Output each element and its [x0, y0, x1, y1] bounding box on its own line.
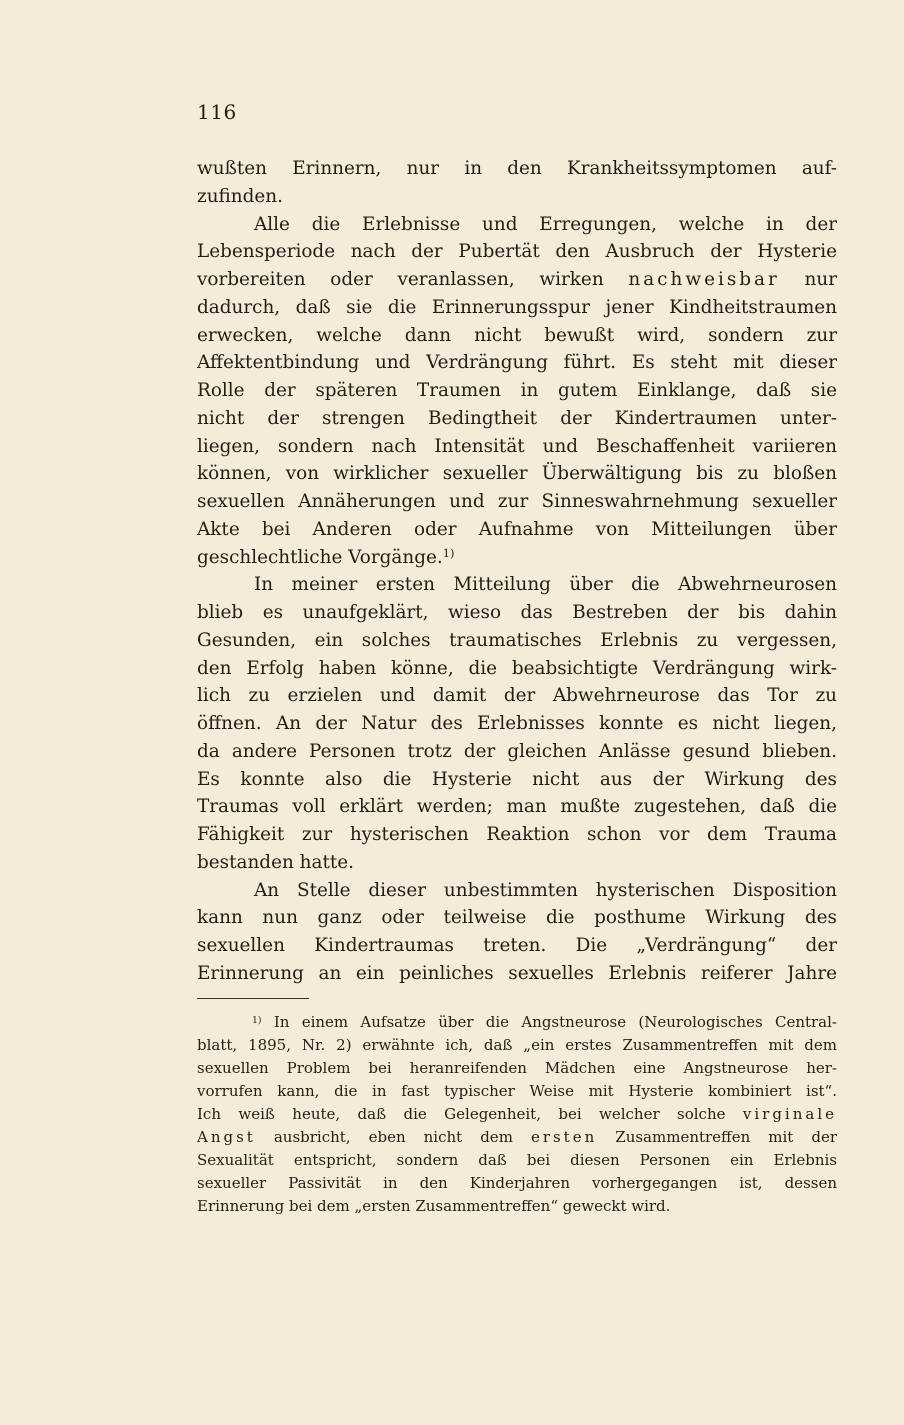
text-line: In meiner ersten Mitteilung über die Abwehrneurosen	[254, 574, 837, 596]
text-line: Lebensperiode nach der Pubertät den Ausbruch der Hysterie	[197, 241, 837, 263]
footnote-line: $^{1)}$ In einem Aufsatze über die Angstneurose (Neurologisches Central-	[252, 1013, 837, 1031]
text-line: da andere Personen trotz der gleichen Anlässe gesund blieben.	[197, 740, 837, 762]
text-line: sexuellen Kindertraumas treten. Die „Verdrängung“ der	[197, 935, 837, 956]
footnote-line: Ich weiß heute, daß die Gelegenheit, bei welcher solche virginale	[197, 1105, 837, 1123]
footnote-line: vorrufen kann, die in fast typischer Weise mit Hysterie kombiniert ist“.	[197, 1082, 837, 1100]
text-line: liegen, sondern nach Intensität und Beschaffenheit variieren	[197, 435, 837, 457]
text-line: kann nun ganz oder teilweise die posthume Wirkung des	[197, 907, 837, 929]
text-line: Affektentbindung und Verdrängung führt. Es steht mit dieser	[197, 352, 837, 374]
footnote-divider	[197, 998, 309, 999]
text-line: geschlechtliche Vorgänge.$^{1)}$	[197, 546, 455, 568]
footnote-marker: 1)	[252, 1014, 262, 1026]
footnote-line: Angst ausbricht, eben nicht dem ersten Zusammentreffen mit der	[197, 1128, 837, 1146]
text-line: Alle die Erlebnisse und Erregungen, welche in der	[254, 213, 837, 235]
text-line: blieb es unaufgeklärt, wieso das Bestreben der bis dahin	[197, 602, 837, 623]
text-line: Erinnerung an ein peinliches sexuelles Erlebnis reiferer Jahre	[197, 962, 837, 984]
main-text	[197, 155, 837, 988]
emphasized-word: Angst	[197, 1128, 256, 1146]
emphasized-word: nachweisbar	[628, 269, 780, 290]
text-line: Es konnte also die Hysterie nicht aus der Wirkung des	[197, 768, 837, 790]
footnote-line: Sexualität entspricht, sondern daß bei diesen Personen ein Erlebnis	[197, 1151, 837, 1169]
footnote-line: Erinnerung bei dem „ersten Zusammentreffen“ geweckt wird.	[197, 1197, 671, 1215]
footnote-line: sexuellen Problem bei heranreifenden Mädchen eine Angstneurose her-	[197, 1059, 837, 1077]
footnote-line: sexueller Passivität in den Kinderjahren vorhergegangen ist, dessen	[197, 1174, 837, 1192]
text-line: vorbereiten oder veranlassen, wirken nachweisbar nur	[197, 269, 837, 290]
text-line: An Stelle dieser unbestimmten hysterischen Disposition	[254, 879, 837, 901]
emphasized-word: virginale	[742, 1105, 837, 1123]
footnote-line: blatt, 1895, Nr. 2) erwähnte ich, daß „ein erstes Zusammentreffen mit dem	[197, 1036, 837, 1054]
text-line: bestanden hatte.	[197, 851, 354, 873]
page-number: 116	[197, 100, 237, 124]
footnote	[197, 1011, 837, 1218]
text-line: sexuellen Annäherungen und zur Sinneswahrnehmung sexueller	[197, 491, 837, 512]
text-line: öffnen. An der Natur des Erlebnisses konnte es nicht liegen,	[197, 713, 837, 734]
emphasized-word: ersten	[530, 1128, 598, 1146]
text-line: Traumas voll erklärt werden; man mußte zugestehen, daß die	[197, 796, 837, 818]
text-line: Gesunden, ein solches traumatisches Erlebnis zu vergessen,	[197, 629, 837, 651]
text-line: zufinden.	[197, 185, 283, 207]
text-line: Akte bei Anderen oder Aufnahme von Mitteilungen über	[197, 518, 837, 540]
text-line: wußten Erinnern, nur in den Krankheitssymptomen auf-	[197, 158, 837, 179]
text-line: erwecken, welche dann nicht bewußt wird, sondern zur	[197, 324, 837, 346]
text-line: dadurch, daß sie die Erinnerungsspur jener Kindheitstraumen	[197, 296, 837, 318]
text-line: den Erfolg haben könne, die beabsichtigte Verdrängung wirk-	[197, 657, 837, 679]
text-line: nicht der strengen Bedingtheit der Kindertraumen unter-	[197, 407, 837, 429]
text-line: Fähigkeit zur hysterischen Reaktion schon vor dem Trauma	[197, 824, 837, 845]
text-line: Rolle der späteren Traumen in gutem Einklange, daß sie	[197, 380, 837, 401]
footnote-marker: 1)	[442, 546, 455, 561]
text-line: lich zu erzielen und damit der Abwehrneurose das Tor zu	[197, 685, 837, 707]
text-line: können, von wirklicher sexueller Überwältigung bis zu bloßen	[197, 463, 837, 485]
